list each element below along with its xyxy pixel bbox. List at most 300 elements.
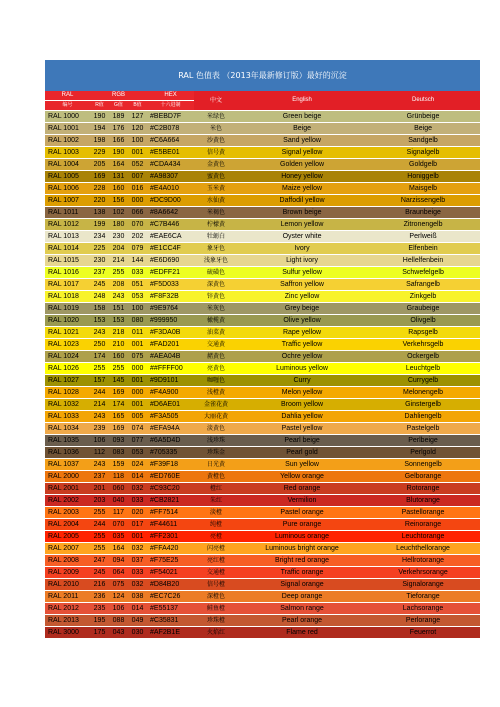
cell-r: 243 bbox=[90, 327, 109, 339]
table-row bbox=[45, 303, 480, 315]
cell-code: RAL 2001 bbox=[45, 483, 90, 495]
cell-de: Zinkgelb bbox=[366, 291, 480, 303]
cell-hex: #E6D690 bbox=[147, 255, 194, 267]
table-row bbox=[45, 267, 480, 279]
cell-b: 032 bbox=[128, 483, 147, 495]
cell-hex: #F44611 bbox=[147, 519, 194, 531]
cell-code: RAL 1005 bbox=[45, 171, 90, 183]
cell-en: Traffic yellow bbox=[238, 339, 366, 351]
cell-b: 024 bbox=[128, 459, 147, 471]
cell-g: 131 bbox=[109, 171, 128, 183]
cell-g: 180 bbox=[109, 219, 128, 231]
table-row bbox=[45, 195, 480, 207]
cell-code: RAL 1033 bbox=[45, 411, 90, 423]
cell-en: Lemon yellow bbox=[238, 219, 366, 231]
cell-r: 220 bbox=[90, 195, 109, 207]
cell-b: 001 bbox=[128, 531, 147, 543]
cell-cn: 火焰红 bbox=[194, 627, 238, 639]
cell-hex: #FF7514 bbox=[147, 507, 194, 519]
cell-code: RAL 2003 bbox=[45, 507, 90, 519]
cell-code: RAL 3000 bbox=[45, 627, 90, 639]
cell-hex: #FAD201 bbox=[147, 339, 194, 351]
cell-hex: #F8F32B bbox=[147, 291, 194, 303]
cell-g: 145 bbox=[109, 375, 128, 387]
cell-en: Vermilion bbox=[238, 495, 366, 507]
cell-code: RAL 1000 bbox=[45, 111, 90, 123]
cell-b: 080 bbox=[128, 315, 147, 327]
cell-g: 094 bbox=[109, 555, 128, 567]
cell-b: 011 bbox=[128, 327, 147, 339]
cell-r: 243 bbox=[90, 411, 109, 423]
cell-r: 245 bbox=[90, 567, 109, 579]
cell-cn: 信号橙 bbox=[194, 579, 238, 591]
cell-g: 190 bbox=[109, 147, 128, 159]
cell-code: RAL 1012 bbox=[45, 219, 90, 231]
cell-de: Signalorange bbox=[366, 579, 480, 591]
cell-code: RAL 1014 bbox=[45, 243, 90, 255]
cell-en: Bright red orange bbox=[238, 555, 366, 567]
cell-r: 255 bbox=[90, 363, 109, 375]
cell-de: Perlgold bbox=[366, 447, 480, 459]
cell-b: 016 bbox=[128, 183, 147, 195]
cell-r: 158 bbox=[90, 303, 109, 315]
cell-r: 190 bbox=[90, 111, 109, 123]
cell-de: Goldgelb bbox=[366, 159, 480, 171]
cell-cn: 玉米黄 bbox=[194, 183, 238, 195]
cell-cn: 珍珠金 bbox=[194, 447, 238, 459]
cell-code: RAL 1021 bbox=[45, 327, 90, 339]
cell-hex: #9D9101 bbox=[147, 375, 194, 387]
cell-b: 001 bbox=[128, 399, 147, 411]
cell-cn: 交通橙 bbox=[194, 567, 238, 579]
cell-de: Signalgelb bbox=[366, 147, 480, 159]
cell-cn: 纯橙 bbox=[194, 519, 238, 531]
cell-code: RAL 1020 bbox=[45, 315, 90, 327]
cell-en: Deep orange bbox=[238, 591, 366, 603]
cell-r: 248 bbox=[90, 291, 109, 303]
cell-g: 189 bbox=[109, 111, 128, 123]
cell-cn: 亮橙 bbox=[194, 531, 238, 543]
cell-r: 235 bbox=[90, 603, 109, 615]
cell-g: 070 bbox=[109, 519, 128, 531]
cell-cn: 金雀花黄 bbox=[194, 399, 238, 411]
cell-hex: #D6AE01 bbox=[147, 399, 194, 411]
cell-cn: 浅橙黄 bbox=[194, 387, 238, 399]
cell-r: 205 bbox=[90, 159, 109, 171]
cell-g: 208 bbox=[109, 279, 128, 291]
cell-g: 151 bbox=[109, 303, 128, 315]
cell-cn: 硫磺色 bbox=[194, 267, 238, 279]
cell-code: RAL 1036 bbox=[45, 447, 90, 459]
cell-de: Dahliengelb bbox=[366, 411, 480, 423]
cell-cn: 牡蛎白 bbox=[194, 231, 238, 243]
cell-hex: #E1CC4F bbox=[147, 243, 194, 255]
cell-r: 228 bbox=[90, 183, 109, 195]
cell-en: Pearl orange bbox=[238, 615, 366, 627]
cell-cn: 信号黄 bbox=[194, 147, 238, 159]
cell-code: RAL 1026 bbox=[45, 363, 90, 375]
cell-b: 066 bbox=[128, 207, 147, 219]
cell-r: 250 bbox=[90, 339, 109, 351]
cell-de: Tieforange bbox=[366, 591, 480, 603]
cell-g: 043 bbox=[109, 627, 128, 639]
cell-hex: #C35831 bbox=[147, 615, 194, 627]
table-row bbox=[45, 351, 480, 363]
cell-cn: 鲑鱼橙 bbox=[194, 603, 238, 615]
cell-cn: 橄榄黄 bbox=[194, 315, 238, 327]
table-row bbox=[45, 387, 480, 399]
cell-g: 160 bbox=[109, 183, 128, 195]
cell-en: Pastel orange bbox=[238, 507, 366, 519]
cell-en: Melon yellow bbox=[238, 387, 366, 399]
table-row bbox=[45, 435, 480, 447]
cell-en: Signal yellow bbox=[238, 147, 366, 159]
cell-hex: #F4A900 bbox=[147, 387, 194, 399]
cell-cn: 朱红 bbox=[194, 495, 238, 507]
cell-code: RAL 1035 bbox=[45, 435, 90, 447]
cell-de: Olivgelb bbox=[366, 315, 480, 327]
table-row bbox=[45, 375, 480, 387]
cell-b: 049 bbox=[128, 615, 147, 627]
cell-code: RAL 2005 bbox=[45, 531, 90, 543]
cell-en: Zinc yellow bbox=[238, 291, 366, 303]
cell-hex: #A98307 bbox=[147, 171, 194, 183]
cell-cn: 油菜黄 bbox=[194, 327, 238, 339]
cell-en: Grey beige bbox=[238, 303, 366, 315]
header-rgb: RGB bbox=[90, 91, 147, 101]
cell-code: RAL 1024 bbox=[45, 351, 90, 363]
cell-b: 001 bbox=[128, 147, 147, 159]
cell-cn: 咖喱色 bbox=[194, 375, 238, 387]
table-row bbox=[45, 579, 480, 591]
cell-en: Broom yellow bbox=[238, 399, 366, 411]
cell-de: Leuchtorange bbox=[366, 531, 480, 543]
cell-r: 244 bbox=[90, 519, 109, 531]
header-hex: HEX bbox=[147, 91, 194, 101]
table-row bbox=[45, 291, 480, 303]
cell-de: Leuchthellorange bbox=[366, 543, 480, 555]
cell-b: 000 bbox=[128, 363, 147, 375]
cell-en: Luminous yellow bbox=[238, 363, 366, 375]
table-row bbox=[45, 111, 480, 123]
cell-code: RAL 2010 bbox=[45, 579, 90, 591]
cell-g: 153 bbox=[109, 315, 128, 327]
cell-code: RAL 1011 bbox=[45, 207, 90, 219]
cell-code: RAL 1017 bbox=[45, 279, 90, 291]
cell-hex: #BEBD7F bbox=[147, 111, 194, 123]
cell-de: Hellrotorange bbox=[366, 555, 480, 567]
header-code: 编号 bbox=[45, 101, 90, 111]
cell-hex: #F5D033 bbox=[147, 279, 194, 291]
table-row bbox=[45, 603, 480, 615]
cell-en: Salmon range bbox=[238, 603, 366, 615]
cell-en: Red orange bbox=[238, 483, 366, 495]
cell-hex: #C6A664 bbox=[147, 135, 194, 147]
cell-r: 157 bbox=[90, 375, 109, 387]
cell-de: Rotorange bbox=[366, 483, 480, 495]
cell-b: 017 bbox=[128, 519, 147, 531]
cell-cn: 浅象牙色 bbox=[194, 255, 238, 267]
cell-g: 243 bbox=[109, 291, 128, 303]
cell-en: Sun yellow bbox=[238, 459, 366, 471]
cell-en: Sand yellow bbox=[238, 135, 366, 147]
cell-b: 030 bbox=[128, 627, 147, 639]
cell-en: Light ivory bbox=[238, 255, 366, 267]
cell-g: 106 bbox=[109, 603, 128, 615]
cell-en: Traffic orange bbox=[238, 567, 366, 579]
cell-hex: #F3A505 bbox=[147, 411, 194, 423]
cell-code: RAL 1037 bbox=[45, 459, 90, 471]
table-row bbox=[45, 171, 480, 183]
table-row bbox=[45, 255, 480, 267]
cell-r: 255 bbox=[90, 507, 109, 519]
cell-code: RAL 1007 bbox=[45, 195, 90, 207]
cell-de: Graubeige bbox=[366, 303, 480, 315]
cell-r: 243 bbox=[90, 459, 109, 471]
cell-de: Melonengelb bbox=[366, 387, 480, 399]
cell-en: Olive yellow bbox=[238, 315, 366, 327]
cell-hex: #F54021 bbox=[147, 567, 194, 579]
cell-hex: #EC7C26 bbox=[147, 591, 194, 603]
cell-cn: 米色 bbox=[194, 123, 238, 135]
table-row bbox=[45, 183, 480, 195]
cell-r: 225 bbox=[90, 243, 109, 255]
cell-code: RAL 2000 bbox=[45, 471, 90, 483]
cell-de: Perlweiß bbox=[366, 231, 480, 243]
cell-b: 202 bbox=[128, 231, 147, 243]
cell-r: 214 bbox=[90, 399, 109, 411]
table-row bbox=[45, 411, 480, 423]
cell-r: 195 bbox=[90, 615, 109, 627]
cell-g: 160 bbox=[109, 351, 128, 363]
cell-r: 234 bbox=[90, 231, 109, 243]
cell-g: 169 bbox=[109, 387, 128, 399]
cell-en: Flame red bbox=[238, 627, 366, 639]
cell-de: Schwefelgelb bbox=[366, 267, 480, 279]
cell-hex: #EDFF21 bbox=[147, 267, 194, 279]
cell-r: 229 bbox=[90, 147, 109, 159]
header-deutsch: Deutsch bbox=[366, 91, 480, 111]
cell-code: RAL 1019 bbox=[45, 303, 90, 315]
cell-code: RAL 1015 bbox=[45, 255, 90, 267]
cell-r: 237 bbox=[90, 471, 109, 483]
cell-r: 138 bbox=[90, 207, 109, 219]
cell-b: 127 bbox=[128, 111, 147, 123]
cell-cn: 日光黄 bbox=[194, 459, 238, 471]
cell-code: RAL 1018 bbox=[45, 291, 90, 303]
header-b: B值 bbox=[128, 101, 147, 111]
table-row bbox=[45, 231, 480, 243]
cell-g: 118 bbox=[109, 471, 128, 483]
cell-b: 079 bbox=[128, 243, 147, 255]
cell-g: 164 bbox=[109, 543, 128, 555]
cell-cn: 珍珠橙 bbox=[194, 615, 238, 627]
cell-hex: #AEA04B bbox=[147, 351, 194, 363]
sheet-title: RAL 色值表 （2013年最新修订版）最好的沉淀 bbox=[45, 60, 480, 91]
cell-de: Pastellorange bbox=[366, 507, 480, 519]
cell-g: 166 bbox=[109, 135, 128, 147]
header-english: English bbox=[238, 91, 366, 111]
table-row bbox=[45, 507, 480, 519]
cell-code: RAL 1032 bbox=[45, 399, 90, 411]
cell-de: Perlorange bbox=[366, 615, 480, 627]
cell-r: 245 bbox=[90, 279, 109, 291]
cell-r: 199 bbox=[90, 219, 109, 231]
cell-b: 075 bbox=[128, 351, 147, 363]
cell-hex: #C2B078 bbox=[147, 123, 194, 135]
cell-en: Yellow orange bbox=[238, 471, 366, 483]
table-row bbox=[45, 339, 480, 351]
cell-cn: 水仙黄 bbox=[194, 195, 238, 207]
cell-g: 255 bbox=[109, 363, 128, 375]
cell-g: 060 bbox=[109, 483, 128, 495]
cell-cn: 深黄色 bbox=[194, 279, 238, 291]
cell-cn: 米绿色 bbox=[194, 111, 238, 123]
table-row bbox=[45, 591, 480, 603]
cell-hex: #FF2301 bbox=[147, 531, 194, 543]
cell-hex: #CB2821 bbox=[147, 495, 194, 507]
cell-de: Blutorange bbox=[366, 495, 480, 507]
cell-code: RAL 1013 bbox=[45, 231, 90, 243]
cell-r: 194 bbox=[90, 123, 109, 135]
cell-en: Luminous bright orange bbox=[238, 543, 366, 555]
cell-code: RAL 2009 bbox=[45, 567, 90, 579]
table-row bbox=[45, 483, 480, 495]
table-row bbox=[45, 627, 480, 639]
header-ral: RAL bbox=[45, 91, 90, 101]
table-row bbox=[45, 555, 480, 567]
cell-cn: 赭黄色 bbox=[194, 351, 238, 363]
cell-r: 203 bbox=[90, 495, 109, 507]
cell-cn: 闪亮橙 bbox=[194, 543, 238, 555]
cell-r: 255 bbox=[90, 543, 109, 555]
cell-g: 159 bbox=[109, 459, 128, 471]
table-row bbox=[45, 531, 480, 543]
cell-en: Curry bbox=[238, 375, 366, 387]
cell-de: Leuchtgelb bbox=[366, 363, 480, 375]
cell-de: Verkehrsgelb bbox=[366, 339, 480, 351]
header-chinese: 中文 bbox=[194, 91, 238, 111]
cell-b: 053 bbox=[128, 291, 147, 303]
cell-code: RAL 2008 bbox=[45, 555, 90, 567]
cell-g: 204 bbox=[109, 243, 128, 255]
cell-code: RAL 1004 bbox=[45, 159, 90, 171]
cell-de: Verkehrsorange bbox=[366, 567, 480, 579]
cell-b: 001 bbox=[128, 339, 147, 351]
table-row bbox=[45, 399, 480, 411]
cell-hex: #EFA94A bbox=[147, 423, 194, 435]
cell-g: 088 bbox=[109, 615, 128, 627]
cell-en: Ochre yellow bbox=[238, 351, 366, 363]
cell-de: Perlbeige bbox=[366, 435, 480, 447]
cell-code: RAL 1001 bbox=[45, 123, 90, 135]
cell-en: Beige bbox=[238, 123, 366, 135]
header-hex-sub: 十六进制 bbox=[147, 101, 194, 111]
cell-cn: 米灰色 bbox=[194, 303, 238, 315]
cell-hex: #FFA420 bbox=[147, 543, 194, 555]
cell-code: RAL 2007 bbox=[45, 543, 90, 555]
table-row bbox=[45, 315, 480, 327]
cell-en: Pearl gold bbox=[238, 447, 366, 459]
cell-b: 144 bbox=[128, 255, 147, 267]
cell-cn: 金黄色 bbox=[194, 159, 238, 171]
cell-code: RAL 1028 bbox=[45, 387, 90, 399]
cell-r: 244 bbox=[90, 387, 109, 399]
cell-g: 124 bbox=[109, 591, 128, 603]
cell-de: Ockergelb bbox=[366, 351, 480, 363]
cell-hex: #999950 bbox=[147, 315, 194, 327]
header-r: R值 bbox=[90, 101, 109, 111]
cell-code: RAL 1003 bbox=[45, 147, 90, 159]
cell-de: Hellelfenbein bbox=[366, 255, 480, 267]
cell-en: Pastel yellow bbox=[238, 423, 366, 435]
cell-de: Feuerrot bbox=[366, 627, 480, 639]
cell-b: 053 bbox=[128, 447, 147, 459]
table-row bbox=[45, 495, 480, 507]
cell-g: 164 bbox=[109, 159, 128, 171]
table-row bbox=[45, 135, 480, 147]
cell-b: 033 bbox=[128, 567, 147, 579]
cell-b: 032 bbox=[128, 579, 147, 591]
cell-b: 037 bbox=[128, 555, 147, 567]
cell-de: Sonnengelb bbox=[366, 459, 480, 471]
cell-r: 201 bbox=[90, 483, 109, 495]
cell-code: RAL 2011 bbox=[45, 591, 90, 603]
cell-cn: 柠檬黄 bbox=[194, 219, 238, 231]
table-row bbox=[45, 459, 480, 471]
cell-hex: #AF2B1E bbox=[147, 627, 194, 639]
ral-color-sheet bbox=[45, 60, 480, 639]
cell-de: Maisgelb bbox=[366, 183, 480, 195]
cell-b: 100 bbox=[128, 135, 147, 147]
cell-g: 117 bbox=[109, 507, 128, 519]
cell-de: Elfenbein bbox=[366, 243, 480, 255]
cell-g: 035 bbox=[109, 531, 128, 543]
cell-en: Golden yellow bbox=[238, 159, 366, 171]
cell-b: 032 bbox=[128, 543, 147, 555]
cell-hex: #E5BE01 bbox=[147, 147, 194, 159]
cell-b: 074 bbox=[128, 423, 147, 435]
table-row bbox=[45, 327, 480, 339]
cell-b: 100 bbox=[128, 303, 147, 315]
cell-en: Honey yellow bbox=[238, 171, 366, 183]
cell-b: 038 bbox=[128, 591, 147, 603]
table-row bbox=[45, 147, 480, 159]
table-row bbox=[45, 519, 480, 531]
cell-b: 033 bbox=[128, 267, 147, 279]
cell-r: 174 bbox=[90, 351, 109, 363]
cell-de: Ginstergelb bbox=[366, 399, 480, 411]
cell-b: 120 bbox=[128, 123, 147, 135]
cell-code: RAL 2012 bbox=[45, 603, 90, 615]
cell-de: Narzissengelb bbox=[366, 195, 480, 207]
cell-b: 014 bbox=[128, 603, 147, 615]
cell-en: Maize yellow bbox=[238, 183, 366, 195]
cell-r: 230 bbox=[90, 255, 109, 267]
cell-code: RAL 1023 bbox=[45, 339, 90, 351]
cell-g: 156 bbox=[109, 195, 128, 207]
cell-hex: #6A5D4D bbox=[147, 435, 194, 447]
header-g: G值 bbox=[109, 101, 128, 111]
cell-cn: 淡橙 bbox=[194, 507, 238, 519]
cell-r: 237 bbox=[90, 267, 109, 279]
table-row bbox=[45, 123, 480, 135]
cell-code: RAL 2013 bbox=[45, 615, 90, 627]
cell-b: 001 bbox=[128, 375, 147, 387]
cell-r: 236 bbox=[90, 591, 109, 603]
cell-cn: 沙黄色 bbox=[194, 135, 238, 147]
cell-g: 230 bbox=[109, 231, 128, 243]
